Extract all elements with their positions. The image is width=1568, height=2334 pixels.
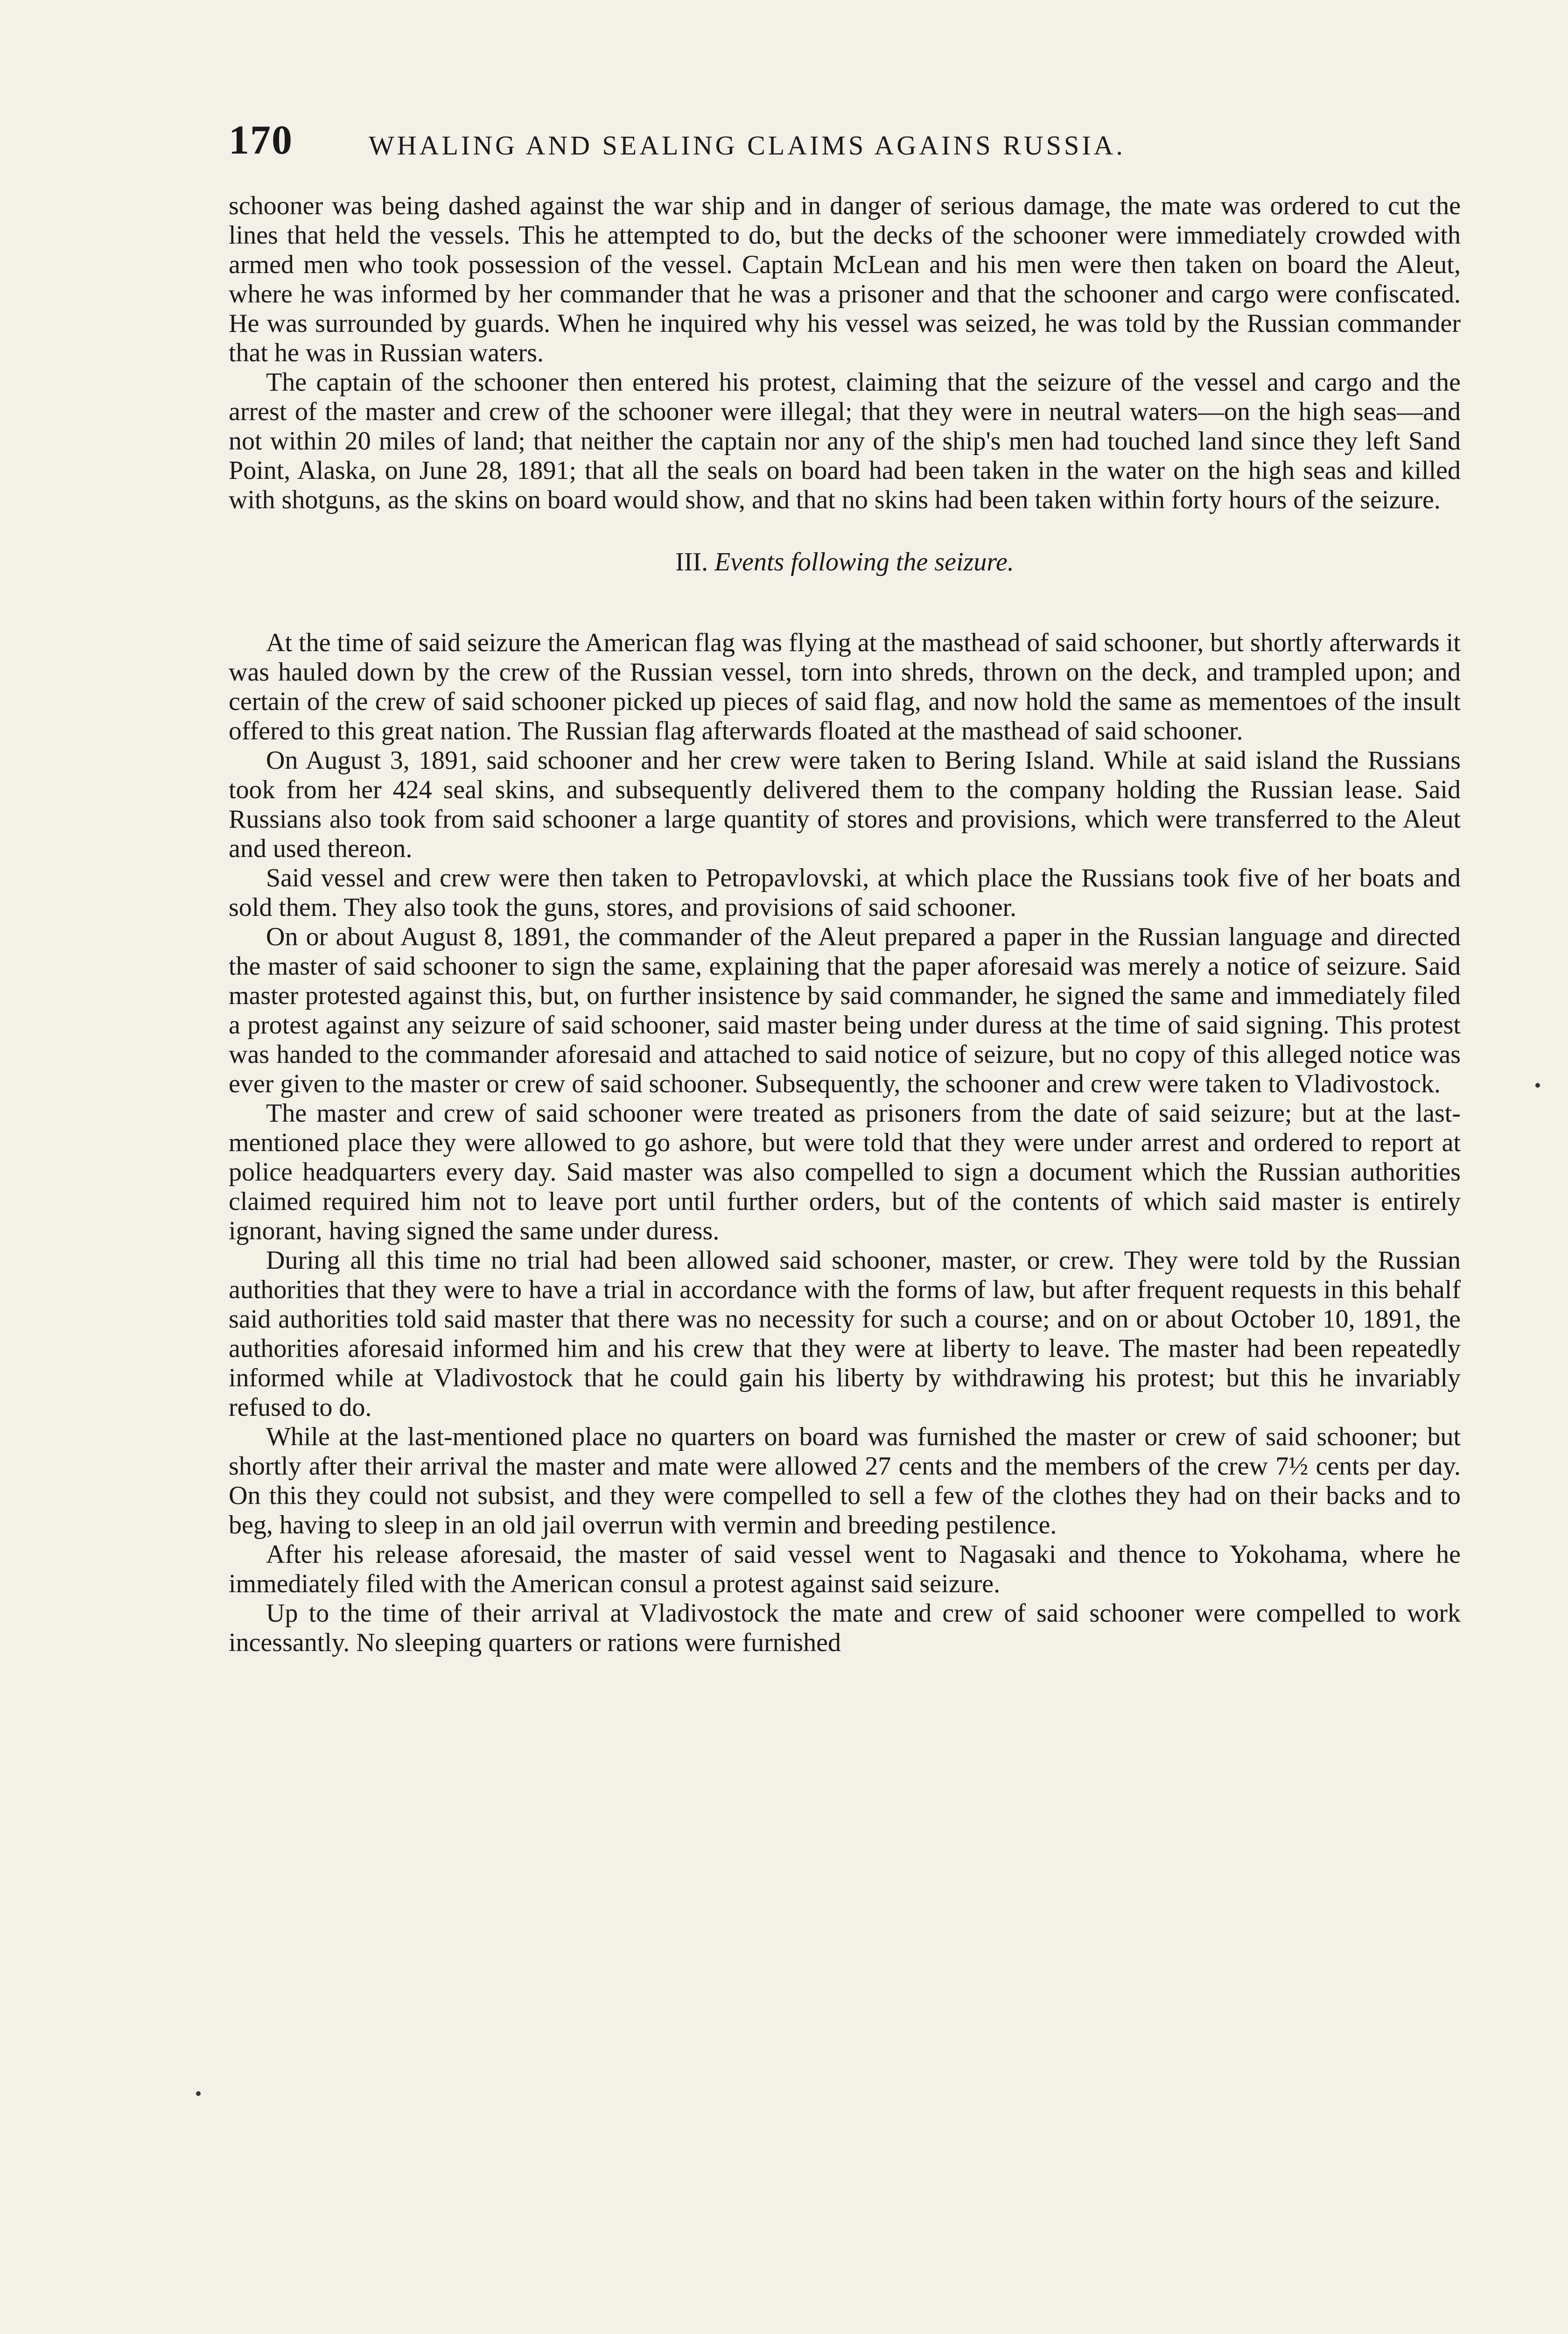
- margin-speck: [196, 2091, 201, 2096]
- page-number: 170: [229, 118, 293, 163]
- paragraph-continued: schooner was being dashed against the war ship and in danger of serious damage, the mate was ordered to cut the lines that held the vessels. This he attempted to do, but the decks of the schooner were immediately crowded with armed men who took possession of the vessel. Captain McLean and his men were then taken on board the Aleut, where he was informed by her commander that he was a prisoner and that the schooner and cargo were confiscated. He was surrounded by guards. When he inquired why his vessel was seized, he was told by the Russian commander that he was in Russian waters.: [229, 191, 1461, 367]
- running-head: [229, 117, 1461, 191]
- paragraph-petropavlovski: Said vessel and crew were then taken to Petropavlovski, at which place the Russians took five of her boats and sold them. They also took the guns, stores, and provisions of said schooner.: [229, 864, 1461, 922]
- section-title: Events following the seizure.: [714, 548, 1014, 576]
- paragraph-no-quarters: While at the last-mentioned place no quarters on board was furnished the master or crew of said schooner; but shortly after their arrival the master and mate were allowed 27 cents and the members of the crew 7½ cents per day. On this they could not subsist, and they were compelled to sell a few of the clothes they had on their backs and to beg, having to sleep in an old jail overrun with vermin and breeding pestilence.: [229, 1422, 1461, 1540]
- body-text: [229, 191, 1461, 1658]
- paragraph-prisoners: The master and crew of said schooner were treated as prisoners from the date of said seizure; but at the last-mentioned place they were allowed to go ashore, but were told that they were under arrest and ordered to report at police headquarters every day. Said master was also compelled to sign a document which the Russian authorities claimed required him not to leave port until further orders, but of the contents of which said master is entirely ignorant, having signed the same under duress.: [229, 1099, 1461, 1245]
- paragraph-work: Up to the time of their arrival at Vladivostock the mate and crew of said schooner were compelled to work incessantly. No sleeping quarters or rations were furnished: [229, 1599, 1461, 1657]
- section-number: III.: [675, 548, 708, 576]
- paragraph-flag: At the time of said seizure the American flag was flying at the masthead of said schooner, but shortly afterwards it was hauled down by the crew of the Russian vessel, torn into shreds, thrown on the deck, and trampled upon; and certain of the crew of said schooner picked up pieces of said flag, and now hold the same as mementoes of the insult offered to this great nation. The Russian flag afterwards floated at the masthead of said schooner.: [229, 628, 1461, 745]
- margin-speck: [1535, 1083, 1540, 1088]
- paragraph-release: After his release aforesaid, the master of said vessel went to Nagasaki and thence to Yokohama, where he immediately filed with the American consul a protest against said seizure.: [229, 1540, 1461, 1598]
- paragraph-bering-island: On August 3, 1891, said schooner and her crew were taken to Bering Island. While at said island the Russians took from her 424 seal skins, and subsequently delivered them to the company holding the Russian lease. Said Russians also took from said schooner a large quantity of stores and provisions, which were transferred to the Aleut and used thereon.: [229, 746, 1461, 863]
- running-title: WHALING AND SEALING CLAIMS AGAINS RUSSIA.: [369, 130, 1126, 161]
- paragraph-notice-of-seizure: On or about August 8, 1891, the commander of the Aleut prepared a paper in the Russian language and directed the master of said schooner to sign the same, explaining that the paper aforesaid was merely a notice of seizure. Said master protested against this, but, on further insistence by said commander, he signed the same and immediately filed a protest against any seizure of said schooner, said master being under duress at the time of said signing. This protest was handed to the commander aforesaid and attached to said notice of seizure, but no copy of this alleged notice was ever given to the master or crew of said schooner. Subsequently, the schooner and crew were taken to Vladivostock.: [229, 922, 1461, 1098]
- section-heading: [229, 548, 1461, 577]
- paragraph-protest: The captain of the schooner then entered his protest, claiming that the seizure of the vessel and cargo and the arrest of the master and crew of the schooner were illegal; that they were in neutral waters—on the high seas—and not within 20 miles of land; that neither the captain nor any of the ship's men had touched land since they left Sand Point, Alaska, on June 28, 1891; that all the seals on board had been taken in the water on the high seas and killed with shotguns, as the skins on board would show, and that no skins had been taken within forty hours of the seizure.: [229, 368, 1461, 514]
- paragraph-no-trial: During all this time no trial had been allowed said schooner, master, or crew. They were told by the Russian authorities that they were to have a trial in accordance with the forms of law, but after frequent requests in this behalf said authorities told said master that there was no necessity for such a course; and on or about October 10, 1891, the authorities aforesaid informed him and his crew that they were at liberty to leave. The master had been repeatedly informed while at Vladivostock that he could gain his liberty by withdrawing his protest; but this he invariably refused to do.: [229, 1246, 1461, 1422]
- document-page: [229, 117, 1461, 2334]
